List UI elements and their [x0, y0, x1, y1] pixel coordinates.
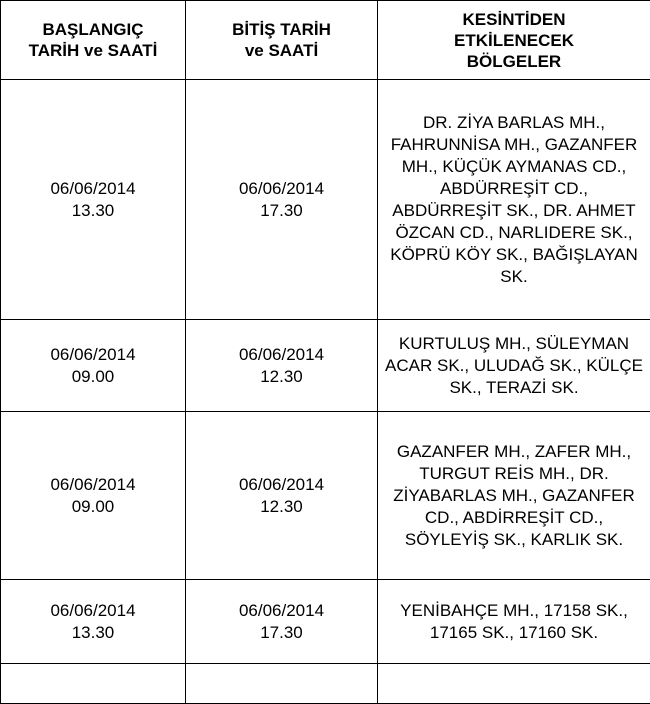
empty-cell — [1, 664, 186, 704]
header-start-line-1: BAŞLANGIÇ — [7, 19, 179, 40]
start-datetime-cell — [1, 80, 186, 320]
start-time: 13.30 — [7, 622, 179, 644]
header-areas-line-1: KESİNTİDEN — [384, 9, 644, 30]
header-end-line-2: ve SAATİ — [192, 40, 371, 61]
start-time: 09.00 — [7, 366, 179, 388]
end-time: 12.30 — [192, 366, 371, 388]
header-areas-line-2: ETKİLENECEK — [384, 30, 644, 51]
table-header-row — [1, 1, 650, 80]
start-date: 06/06/2014 — [7, 344, 179, 366]
end-date: 06/06/2014 — [192, 178, 371, 200]
header-end-line-1: BİTİŞ TARİH — [192, 19, 371, 40]
end-datetime-cell — [186, 320, 378, 412]
table-row — [1, 80, 650, 320]
header-start-line-2: TARİH ve SAATİ — [7, 40, 179, 61]
table-row-partial — [1, 664, 650, 704]
end-date: 06/06/2014 — [192, 474, 371, 496]
empty-cell — [186, 664, 378, 704]
end-date: 06/06/2014 — [192, 344, 371, 366]
header-affected-areas — [378, 1, 650, 80]
start-date: 06/06/2014 — [7, 474, 179, 496]
start-datetime-cell — [1, 320, 186, 412]
start-time: 13.30 — [7, 200, 179, 222]
end-date: 06/06/2014 — [192, 600, 371, 622]
start-datetime-cell — [1, 412, 186, 580]
end-datetime-cell — [186, 580, 378, 664]
end-datetime-cell — [186, 412, 378, 580]
header-areas-line-3: BÖLGELER — [384, 51, 644, 72]
end-time: 12.30 — [192, 496, 371, 518]
affected-areas-cell: YENİBAHÇE MH., 17158 SK., 17165 SK., 17160 SK. — [378, 580, 650, 664]
start-datetime-cell — [1, 580, 186, 664]
header-end-datetime — [186, 1, 378, 80]
table-row — [1, 412, 650, 580]
header-start-datetime — [1, 1, 186, 80]
affected-areas-cell: KURTULUŞ MH., SÜLEYMAN ACAR SK., ULUDAĞ SK., KÜLÇE SK., TERAZİ SK. — [378, 320, 650, 412]
start-time: 09.00 — [7, 496, 179, 518]
table-row — [1, 320, 650, 412]
start-date: 06/06/2014 — [7, 600, 179, 622]
end-time: 17.30 — [192, 622, 371, 644]
table-row — [1, 580, 650, 664]
affected-areas-cell: GAZANFER MH., ZAFER MH., TURGUT REİS MH., DR. ZİYABARLAS MH., GAZANFER CD., ABDİRREŞİT CD., SÖYLEYİŞ SK., KARLIK SK. — [378, 412, 650, 580]
end-datetime-cell — [186, 80, 378, 320]
end-time: 17.30 — [192, 200, 371, 222]
empty-cell — [378, 664, 650, 704]
affected-areas-cell: DR. ZİYA BARLAS MH., FAHRUNNİSA MH., GAZANFER MH., KÜÇÜK AYMANAS CD., ABDÜRREŞİT CD., ABDÜRREŞİT SK., DR. AHMET ÖZCAN CD., NARLIDERE SK., KÖPRÜ KÖY SK., BAĞIŞLAYAN SK. — [378, 80, 650, 320]
start-date: 06/06/2014 — [7, 178, 179, 200]
